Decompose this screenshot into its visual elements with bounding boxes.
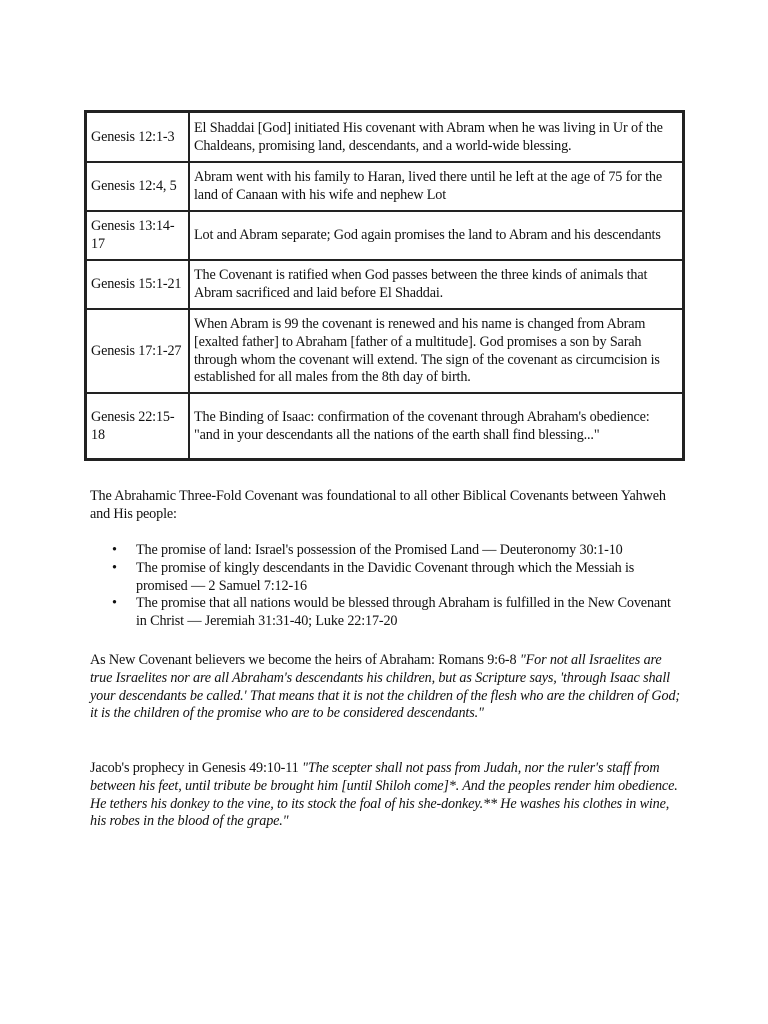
jacob-lead-text: Jacob's prophecy in Genesis 49:10-11 bbox=[90, 760, 303, 776]
table-row bbox=[86, 112, 683, 162]
romans-paragraph bbox=[90, 652, 680, 723]
scripture-reference-cell: Genesis 13:14-17 bbox=[86, 211, 189, 260]
table-row bbox=[86, 260, 683, 309]
promise-text: The promise that all nations would be blessed through Abraham is fulfilled in the New Covenant in Christ — Jeremiah 31:31-40; Luke 22:17-20 bbox=[136, 595, 671, 630]
table-row bbox=[86, 162, 683, 211]
description-cell: When Abram is 99 the covenant is renewed and his name is changed from Abram [exalted father] to Abraham [father of a multitude]. God promises a son by Sarah through whom the covenant will extend. The sign of the covenant as circumcision is established for all males from the 8th day of birth. bbox=[189, 309, 683, 393]
promise-text: The promise of kingly descendants in the Davidic Covenant through which the Messiah is promised — 2 Samuel 7:12-16 bbox=[136, 559, 635, 594]
scripture-reference-cell: Genesis 12:4, 5 bbox=[86, 162, 189, 211]
covenant-timeline-table bbox=[84, 110, 685, 461]
description-cell: The Binding of Isaac: confirmation of the covenant through Abraham's obedience: "and in your descendants all the nations of the earth shall find blessing..." bbox=[189, 393, 683, 459]
description-cell: El Shaddai [God] initiated His covenant with Abram when he was living in Ur of the Chaldeans, promising land, descendants, and a world-wide blessing. bbox=[189, 112, 683, 162]
jacob-prophecy-paragraph bbox=[90, 760, 680, 831]
covenant-promises-list bbox=[90, 542, 680, 631]
bullet-icon: • bbox=[112, 595, 117, 612]
romans-lead-text: As New Covenant believers we become the heirs of Abraham: Romans 9:6-8 bbox=[90, 652, 520, 668]
promise-text: The promise of land: Israel's possession of the Promised Land — Deuteronomy 30:1-10 bbox=[136, 542, 623, 558]
table-row bbox=[86, 393, 683, 459]
list-item bbox=[90, 595, 680, 631]
romans-quote: "For not all Israelites are true Israelites nor are all Abraham's descendants his children, but as Scripture says, 'through Isaac shall your descendants be called.' That means that it is not the children of the flesh who are the children of God; it is the children of the promise who are to be considered descendants." bbox=[90, 652, 680, 722]
bullet-icon: • bbox=[112, 542, 117, 558]
table-row bbox=[86, 309, 683, 393]
intro-paragraph: The Abrahamic Three-Fold Covenant was foundational to all other Biblical Covenants between Yahweh and His people: bbox=[90, 488, 666, 522]
jacob-quote: "The scepter shall not pass from Judah, nor the ruler's staff from between his feet, until tribute be brought him [until Shiloh come]*. And the peoples render him obedience. He tethers his donkey to the vine, to its stock the foal of his she-donkey.** He washes his clothes in wine, his robes in the blood of the grape." bbox=[90, 760, 678, 830]
description-cell: Lot and Abram separate; God again promises the land to Abram and his descendants bbox=[189, 211, 683, 260]
scripture-reference-cell: Genesis 12:1-3 bbox=[86, 112, 189, 162]
scripture-reference-cell: Genesis 22:15-18 bbox=[86, 393, 189, 459]
table-row bbox=[86, 211, 683, 260]
list-item bbox=[90, 560, 680, 596]
list-item bbox=[90, 542, 680, 560]
scripture-reference-cell: Genesis 15:1-21 bbox=[86, 260, 189, 309]
description-cell: The Covenant is ratified when God passes between the three kinds of animals that Abram sacrificed and laid before El Shaddai. bbox=[189, 260, 683, 309]
bullet-icon: • bbox=[112, 559, 117, 576]
scripture-reference-cell: Genesis 17:1-27 bbox=[86, 309, 189, 393]
description-cell: Abram went with his family to Haran, lived there until he left at the age of 75 for the land of Canaan with his wife and nephew Lot bbox=[189, 162, 683, 211]
